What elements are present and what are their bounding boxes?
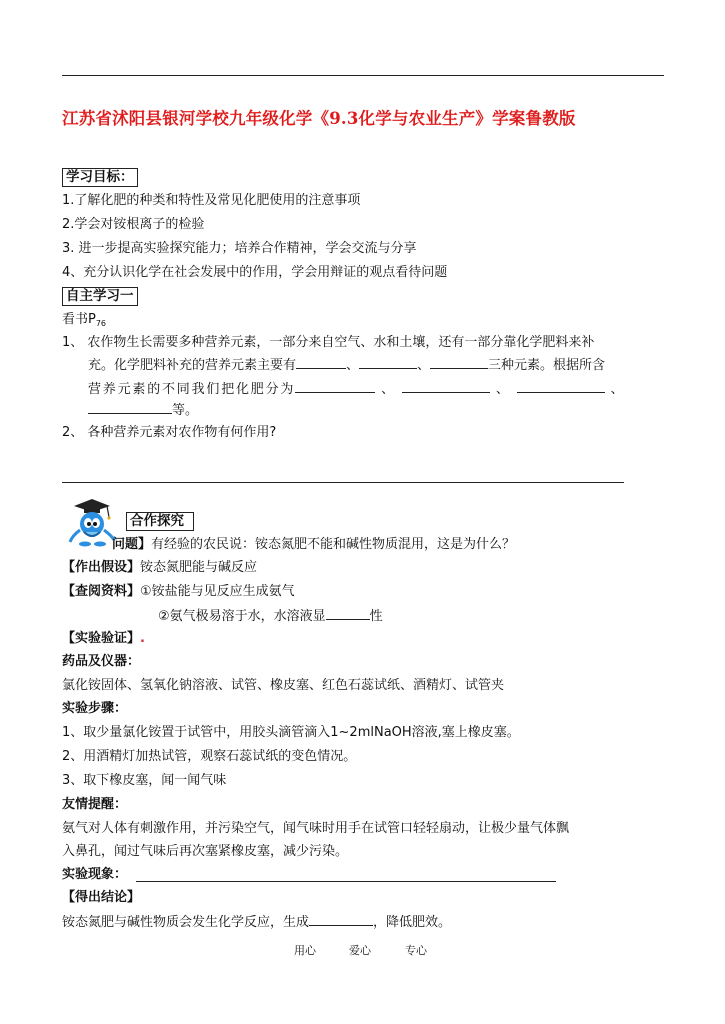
question-1-line-3: 营养元素的不同我们把化肥分为 、 、 、: [88, 382, 626, 397]
verify-label: 【实验验证】.: [62, 631, 145, 646]
footer-text: 爱心: [349, 944, 371, 957]
question-1-line-1: 1、 农作物生长需要多种营养元素，一部分来自空气、水和土壤，还有一部分靠化学肥料来补: [62, 335, 595, 350]
goal-item: 1.了解化肥的种类和特性及常见化肥使用的注意事项: [62, 193, 361, 208]
answer-blank[interactable]: [296, 356, 346, 369]
hypothesis-line: 【作出假设】铵态氮肥能与碱反应: [62, 560, 258, 575]
goal-item: 4、充分认识化学在社会发展中的作用，学会用辩证的观点看待问题: [62, 265, 448, 280]
conclusion-label: 【得出结论】: [62, 890, 141, 905]
step-item: 2、用酒精灯加热试管，观察石蕊试纸的变色情况。: [62, 749, 357, 764]
answer-line[interactable]: [62, 482, 624, 483]
goal-item: 2.学会对铵根离子的检验: [62, 217, 205, 232]
conclusion-line: 铵态氮肥与碱性物质会发生化学反应，生成 ，降低肥效。: [62, 915, 452, 930]
answer-blank[interactable]: [295, 380, 375, 393]
answer-blank[interactable]: [88, 401, 172, 414]
observation-answer-line[interactable]: [136, 881, 556, 882]
observation-label: 实验现象：: [62, 867, 128, 882]
goals-heading: 学习目标：: [62, 168, 138, 187]
step-item: 3、取下橡皮塞，闻一闻气味: [62, 773, 227, 788]
question-2: 2、 各种营养元素对农作物有何作用?: [62, 425, 277, 440]
research-line-2: ②氨气极易溶于水，水溶液显 性: [158, 609, 383, 624]
cooperation-heading: 合作探究: [126, 512, 194, 531]
answer-blank[interactable]: [359, 356, 417, 369]
question-1-line-2: 充。化学肥料补充的营养元素主要有 、 、 三种元素。根据所含: [88, 358, 606, 373]
header-rule: [62, 75, 664, 76]
materials-label: 药品及仪器：: [62, 654, 141, 669]
goal-item: 3. 进一步提高实验探究能力；培养合作精神，学会交流与分享: [62, 241, 417, 256]
footer-text: 专心: [405, 944, 427, 957]
research-line-1: 【查阅资料】①铵盐能与见反应生成氨气: [62, 584, 295, 599]
materials-list: 氯化铵固体、氢氧化钠溶液、试管、橡皮塞、红色石蕊试纸、酒精灯、试管夹: [62, 678, 505, 693]
document-title: 江苏省沭阳县银河学校九年级化学《9.3化学与农业生产》学案鲁教版: [62, 109, 576, 128]
tip-label: 友情提醒：: [62, 797, 128, 812]
answer-blank[interactable]: [309, 913, 373, 926]
tip-line-1: 氨气对人体有刺激作用，并污染空气，闻气味时用手在试管口轻轻扇动，让极少量气体飘: [62, 821, 570, 836]
answer-blank[interactable]: [326, 607, 370, 620]
tip-line-2: 入鼻孔，闻过气味后再次塞紧橡皮塞，减少污染。: [62, 844, 349, 859]
answer-blank[interactable]: [517, 380, 605, 393]
question-1-line-4: 等。: [88, 401, 198, 420]
question-line: 问题】有经验的农民说：铵态氮肥不能和碱性物质混用，这是为什么？: [112, 537, 516, 552]
footer-text: 用心: [294, 944, 316, 957]
answer-blank[interactable]: [430, 356, 488, 369]
self-study-heading: 自主学习一: [62, 287, 138, 306]
step-item: 1、取少量氯化铵置于试管中，用胶头滴管滴入1~2mlNaOH溶液,塞上橡皮塞。: [62, 725, 520, 740]
steps-label: 实验步骤：: [62, 701, 128, 716]
answer-blank[interactable]: [402, 380, 490, 393]
book-reference: 看书$P_{76}$: [62, 312, 107, 328]
